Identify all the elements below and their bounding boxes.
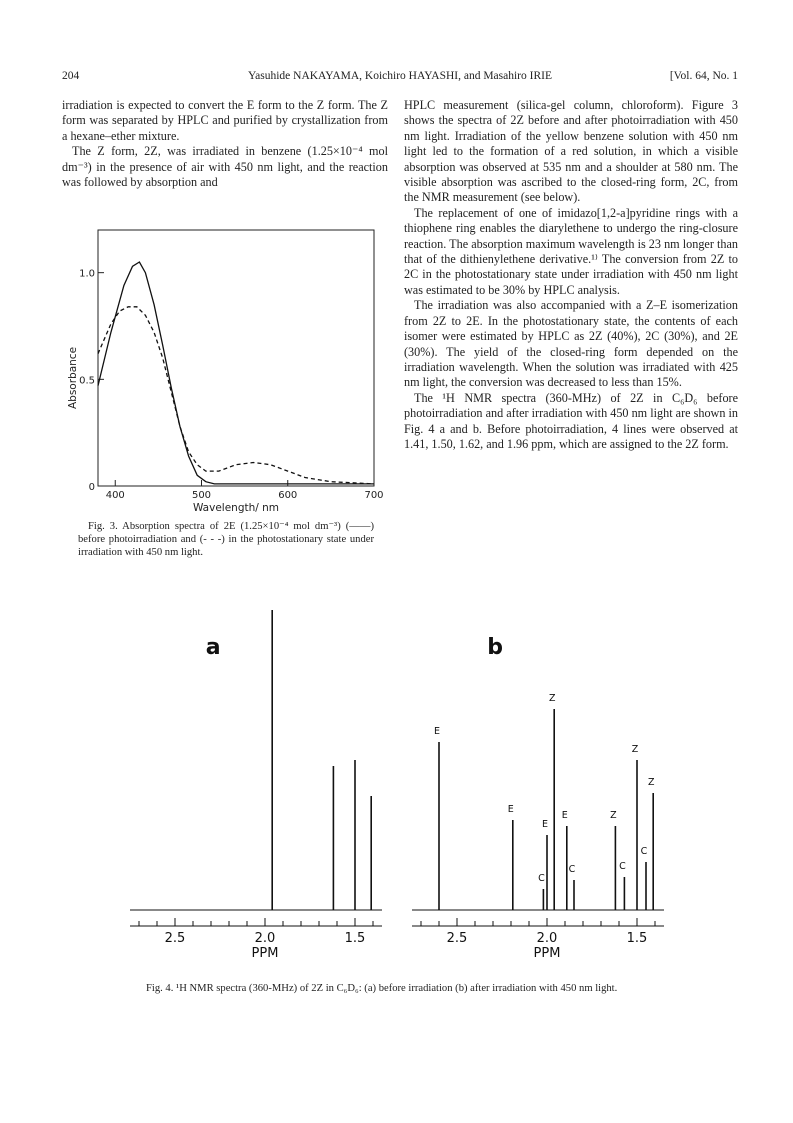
ppm-tick-label: 1.5	[344, 931, 366, 946]
peak-label: E	[507, 804, 514, 815]
peak-label: C	[640, 846, 648, 857]
ppm-tick-label: 2.5	[164, 931, 186, 946]
absorption-spectrum-chart	[64, 228, 384, 518]
paragraph: HPLC measurement (silica-gel column, chloroform). Figure 3 shows the spectra of 2Z before and after photoirradiation with 450 nm light. Irradiation of the yellow benzene solution with 450 nm light led to the formation of a red solution, in which a visible absorption was observed at 535 nm and a shoulder at 580 nm. The visible absorption was ascribed to the closed-ring form, 2C, from the NMR measurement (see below).	[404, 98, 738, 205]
y-axis-label: Absorbance	[67, 346, 79, 410]
peak-label: C	[619, 861, 626, 872]
peak-label: Z	[631, 744, 639, 755]
paragraph: irradiation is expected to convert the E form to the Z form. The Z form was separated by HPLC and purified by crystallization from a hexane–ether mixture.	[62, 98, 388, 143]
paragraph: The ¹H NMR spectra (360-MHz) of 2Z in C₆D₆ before photoirradiation and after irradiation with 450 nm light are shown in Fig. 4 a and b. Before photoirradiation, 4 lines were observed at 1.41, 1.50, 1.62, and 1.96 ppm, which are assigned to the 2Z form.	[404, 390, 738, 451]
x-tick-label: 600	[278, 490, 298, 501]
peak-label: Z	[548, 693, 556, 704]
ppm-axis-label: PPM	[251, 946, 279, 961]
author-line: Yasuhide NAKAYAMA, Koichiro HAYASHI, and Masahiro IRIE	[247, 70, 552, 82]
peak-label: Z	[647, 777, 655, 788]
ppm-axis-label: PPM	[533, 946, 561, 961]
peak-label: Z	[610, 810, 617, 821]
ppm-tick-label: 2.0	[536, 931, 558, 946]
y-tick-label: 0	[88, 482, 95, 493]
paragraph: The Z form, 2Z, was irradiated in benzene (1.25×10⁻⁴ mol dm⁻³) in the presence of air with 450 nm light, and the reaction was followed by absorption and	[62, 144, 388, 190]
peak-label: C	[538, 873, 545, 884]
y-tick-label: 1.0	[79, 268, 95, 280]
panel-letter: a	[205, 635, 221, 660]
plot-frame	[98, 230, 374, 486]
x-tick-label: 700	[364, 490, 384, 501]
panel-letter: b	[487, 635, 504, 660]
peak-label: E	[541, 819, 549, 830]
x-tick-label: 500	[191, 490, 212, 501]
x-axis-label: Wavelength/ nm	[192, 502, 280, 514]
y-tick-label: 0.5	[79, 375, 95, 387]
left-text-column	[62, 98, 388, 190]
peak-label: E	[561, 810, 568, 821]
peak-label: C	[568, 864, 576, 875]
volume-info: [Vol. 64, No. 1	[669, 70, 738, 82]
series-line-photostationary	[98, 307, 374, 484]
ppm-tick-label: 2.0	[254, 931, 276, 946]
x-tick-label: 400	[105, 490, 125, 501]
figure-4-caption: Fig. 4. ¹H NMR spectra (360-MHz) of 2Z in C₆D₆: (a) before irradiation (b) after irradiation with 450 nm light.	[146, 983, 618, 994]
figure-3-caption: Fig. 3. Absorption spectra of 2E (1.25×10⁻⁴ mol dm⁻³) (——) before photoirradiation and (- - -) in the photostationary state under irradiation with 450 nm light.	[78, 521, 374, 558]
series-line-before-irradiation	[98, 262, 374, 484]
paragraph: The replacement of one of imidazo[1,2-a]pyridine rings with a thiophene ring enables the diarylethene to undergo the ring-closure reaction. The absorption maximum wavelength is 23 nm longer than that of the dithienylethene derivative.¹⁾ The conversion from 2Z to 2C in the photostationary state under irradiation with 450 nm light was estimated to be 30% by HPLC analysis.	[404, 205, 738, 297]
running-header	[62, 70, 738, 86]
page-number: 204	[62, 70, 80, 82]
right-text-column	[404, 98, 738, 452]
nmr-spectra-figure	[120, 600, 680, 970]
peak-label: E	[433, 726, 441, 737]
ppm-tick-label: 2.5	[446, 931, 468, 946]
ppm-tick-label: 1.5	[626, 931, 648, 946]
paragraph: The irradiation was also accompanied with a Z–E isomerization from 2Z to 2E. In the photostationary state, the contents of each isomer were estimated by HPLC as 2Z (40%), 2C (30%), and 2E (30%). The yield of the closed-ring form depended on the irradiation wavelength. When the solution was irradiated with 425 nm light, the conversion was decreased to less than 15%.	[404, 298, 738, 390]
